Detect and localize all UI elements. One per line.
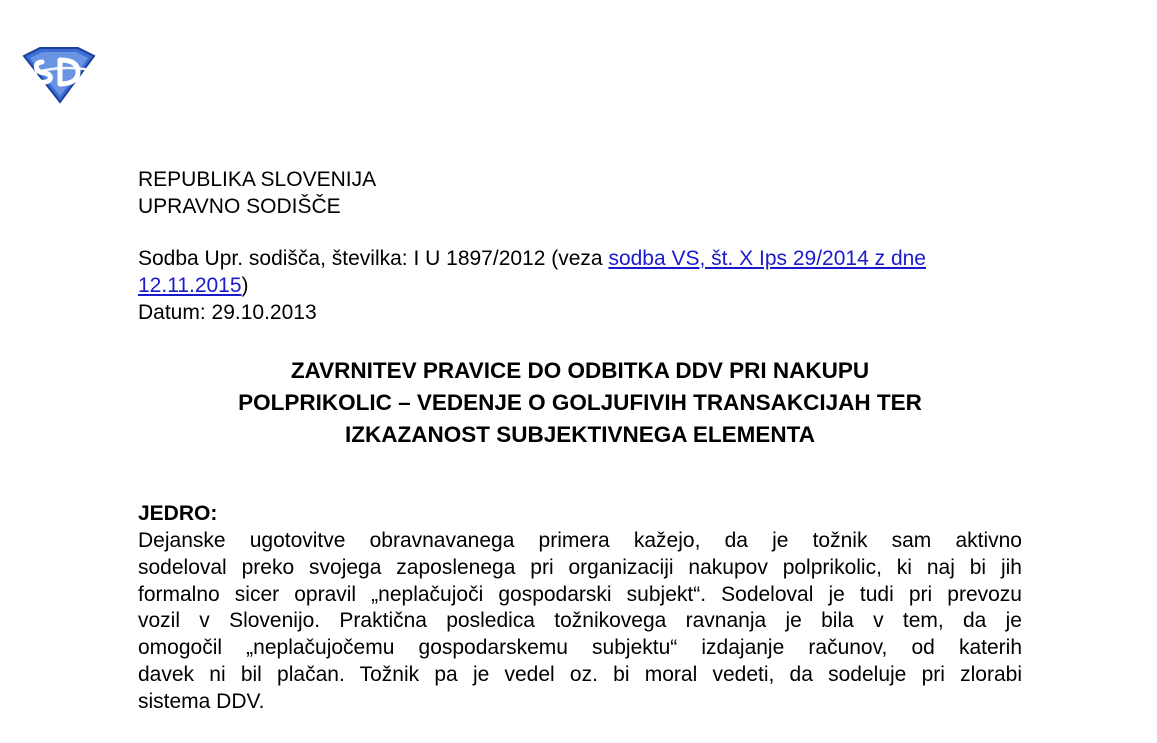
paragraph-line: sistema DDV.	[138, 689, 265, 713]
paragraph-line: vozil v Slovenijo. Praktična posledica tožnikovega ravnanja je bila v tem, da je	[138, 609, 1022, 633]
document-title	[138, 355, 1022, 451]
section-heading: JEDRO:	[138, 502, 218, 525]
paragraph-line: davek ni bil plačan. Tožnik pa je vedel oz. bi moral vedeti, da sodeluje pri zlorabi	[138, 662, 1022, 686]
court-logo-icon	[22, 46, 96, 104]
judgment-date: Datum: 29.10.2013	[138, 301, 317, 324]
paragraph-line: Dejanske ugotovitve obravnavanega primera kažejo, da je tožnik sam aktivno	[138, 529, 1022, 552]
summary-paragraph	[138, 528, 1022, 716]
paragraph-line: omogočil „neplačujočemu gospodarskemu subjektu“ izdajanje računov, od katerih	[138, 636, 1022, 660]
paragraph-line: sodeloval preko svojega zaposlenega pri organizaciji nakupov polprikolic, ki naj bi jih	[138, 555, 1022, 579]
paragraph-line: formalno sicer opravil „neplačujoči gospodarski subjekt“. Sodeloval je tudi pri prevozu	[138, 582, 1022, 606]
judgment-reference	[138, 245, 1022, 326]
supreme-court-judgment-link[interactable]: sodba VS, št. X Ips 29/2014 z dne 12.11.2015	[138, 247, 926, 297]
court-header	[138, 166, 376, 220]
title-line: POLPRIKOLIC – VEDENJE O GOLJUFIVIH TRANSAKCIJAH TER	[238, 390, 922, 415]
title-line: IZKAZANOST SUBJEKTIVNEGA ELEMENTA	[344, 422, 816, 447]
country-name: REPUBLIKA SLOVENIJA	[138, 168, 377, 191]
court-name: UPRAVNO SODIŠČE	[138, 195, 341, 218]
judgment-number: Sodba Upr. sodišča, številka: I U 1897/2012 (veza sodba VS, št. X Ips 29/2014 z dne 12.11.2015)	[138, 247, 926, 297]
title-line: ZAVRNITEV PRAVICE DO ODBITKA DDV PRI NAKUPU	[290, 358, 870, 383]
